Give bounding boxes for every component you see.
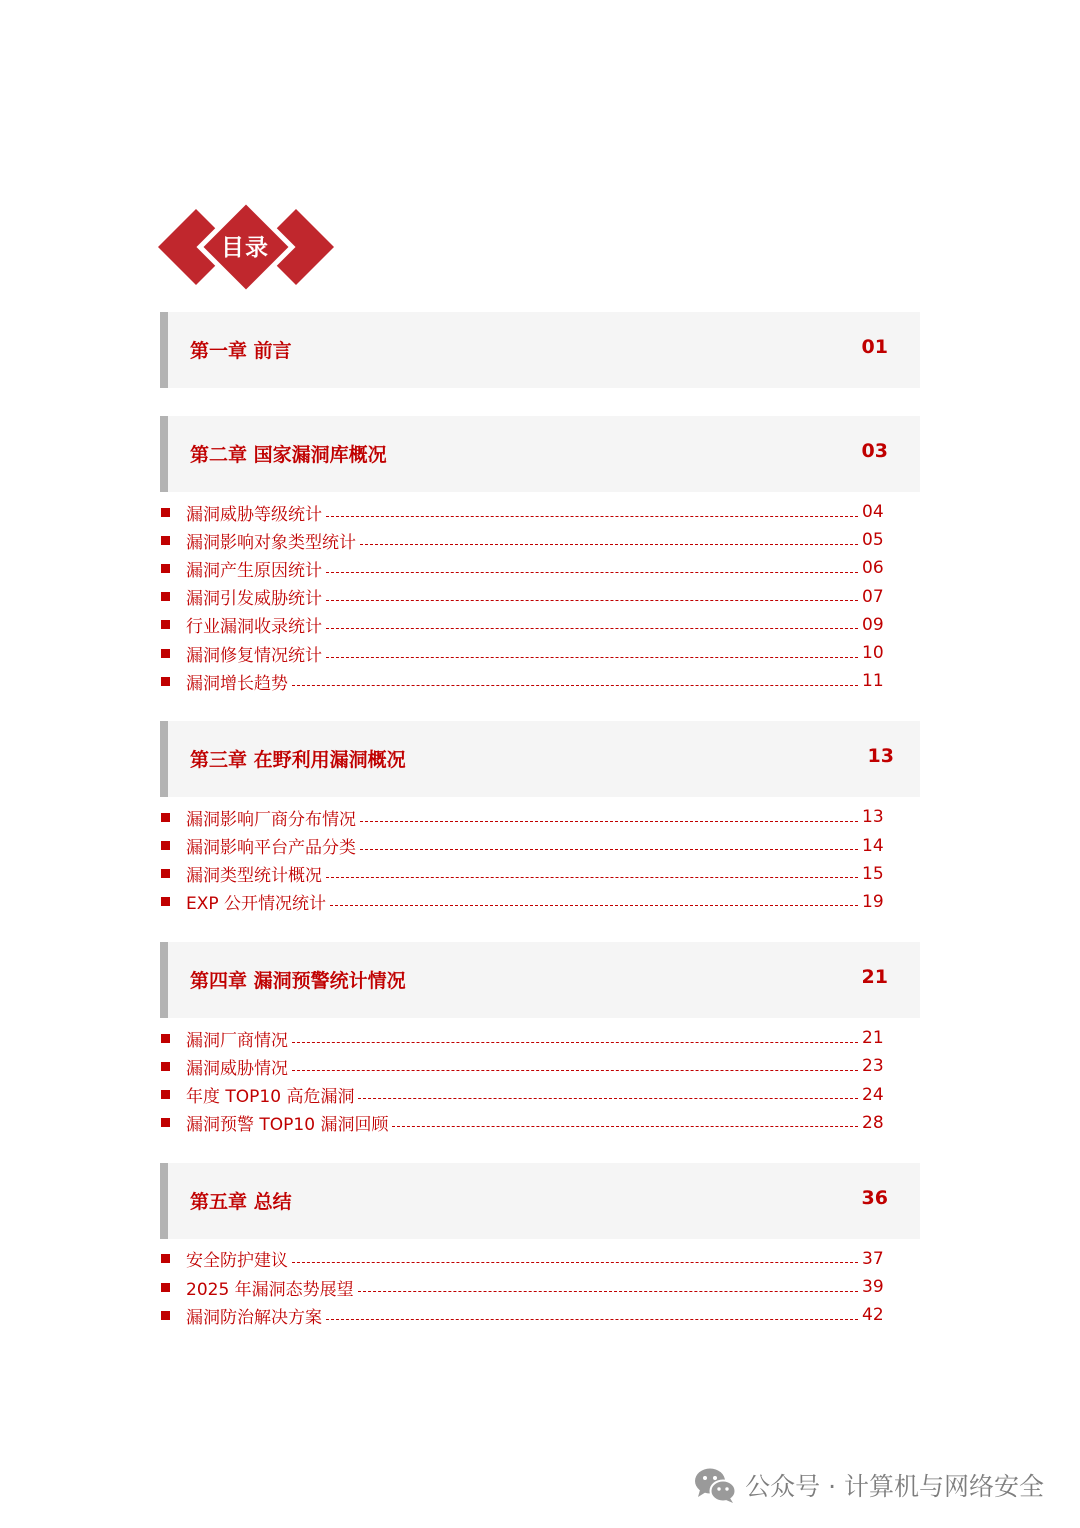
chapter-5 [160,1163,920,1330]
dotted-leader [292,685,858,686]
toc-entry[interactable] [160,803,920,831]
toc-entry-label: 漏洞类型统计概况 [186,866,322,887]
toc-entry-page: 21 [862,1028,884,1049]
dotted-leader [292,1042,858,1043]
dotted-leader [326,657,858,658]
toc-entry-page: 05 [862,530,884,551]
toc-entry-label: 漏洞威胁情况 [186,1058,288,1079]
chapter-page-number: 03 [861,440,888,462]
toc-entry-page: 28 [862,1112,884,1133]
table-of-contents [160,312,920,1329]
toc-entry[interactable] [160,667,920,695]
square-bullet-icon [161,1254,170,1263]
watermark [693,1466,1044,1504]
square-bullet-icon [161,564,170,573]
dotted-leader [326,600,858,601]
toc-entry[interactable] [160,1245,920,1273]
toc-entry-page: 39 [862,1277,884,1298]
toc-entry-page: 24 [862,1084,884,1105]
wechat-icon [693,1466,737,1504]
toc-entry[interactable] [160,498,920,526]
dotted-leader [360,821,858,822]
toc-entry[interactable] [160,1024,920,1052]
chapter-page-number: 01 [861,336,888,358]
square-bullet-icon [161,869,170,878]
dotted-leader [326,516,858,517]
dotted-leader [326,1319,858,1320]
dotted-leader [360,849,858,850]
dotted-leader [358,1291,858,1292]
square-bullet-icon [161,592,170,601]
chapter-title: 第一章 前言 [190,340,292,362]
toc-entry[interactable] [160,860,920,888]
toc-entry-label: 安全防护建议 [186,1251,288,1272]
toc-entry-label: 漏洞预警 TOP10 漏洞回顾 [186,1115,389,1136]
toc-entry[interactable] [160,611,920,639]
square-bullet-icon [161,620,170,629]
square-bullet-icon [161,1090,170,1099]
dotted-leader [330,905,858,906]
toc-entry-page: 13 [862,807,884,828]
toc-entry[interactable] [160,1273,920,1301]
toc-entry-label: 漏洞厂商情况 [186,1030,288,1051]
chapter-page-number: 13 [867,745,894,768]
square-bullet-icon [161,649,170,658]
chapter-title: 第三章 在野利用漏洞概况 [190,749,406,772]
page-title: 目录 [221,235,269,261]
toc-entry-page: 09 [862,614,884,635]
dotted-leader [326,877,858,878]
toc-entry-label: 年度 TOP10 高危漏洞 [186,1087,355,1108]
square-bullet-icon [161,508,170,517]
toc-entry-label: 漏洞影响平台产品分类 [186,838,356,859]
toc-entry-label: 漏洞修复情况统计 [186,645,322,666]
dotted-leader [326,628,858,629]
toc-entry-page: 15 [862,863,884,884]
toc-entry-label: 漏洞产生原因统计 [186,560,322,581]
chapter-2 [160,416,920,695]
toc-entry[interactable] [160,888,920,916]
toc-entry[interactable] [160,1301,920,1329]
toc-entry[interactable] [160,526,920,554]
dotted-leader [292,1070,858,1071]
square-bullet-icon [161,677,170,686]
toc-entry-page: 11 [862,671,884,692]
toc-entry[interactable] [160,1109,920,1137]
watermark-text: 公众号 · 计算机与网络安全 [745,1472,1044,1501]
chapter-heading[interactable] [160,312,920,388]
square-bullet-icon [161,536,170,545]
chapter-title: 第五章 总结 [190,1190,292,1213]
dotted-leader [292,1262,858,1263]
toc-entry[interactable] [160,832,920,860]
square-bullet-icon [161,1118,170,1127]
toc-entry[interactable] [160,1052,920,1080]
chapter-4 [160,942,920,1137]
toc-entry[interactable] [160,583,920,611]
chapter-heading[interactable] [160,416,920,492]
square-bullet-icon [161,1034,170,1043]
toc-entry-page: 07 [862,586,884,607]
chapter-page-number: 36 [861,1186,888,1209]
toc-entry-label: 漏洞引发威胁统计 [186,589,322,610]
toc-entry-label: 行业漏洞收录统计 [186,617,322,638]
square-bullet-icon [161,1062,170,1071]
toc-entry[interactable] [160,1080,920,1108]
chapter-1[interactable] [160,312,920,388]
chapter-title: 第四章 漏洞预警统计情况 [190,970,406,993]
chapter-3 [160,721,920,916]
chapter-title: 第二章 国家漏洞库概况 [190,444,387,466]
toc-entry-page: 37 [862,1248,884,1269]
dotted-leader [326,572,858,573]
toc-entry-page: 04 [862,502,884,523]
toc-entry-label: 2025 年漏洞态势展望 [186,1279,354,1300]
square-bullet-icon [161,841,170,850]
dotted-leader [392,1126,858,1127]
toc-entry-page: 06 [862,558,884,579]
toc-entry-page: 10 [862,643,884,664]
chapter-heading[interactable] [160,721,920,797]
chapter-heading[interactable] [160,942,920,1018]
toc-entry-label: EXP 公开情况统计 [186,894,327,915]
dotted-leader [360,544,858,545]
dotted-leader [358,1098,858,1099]
toc-emblem [158,201,336,293]
toc-entry-label: 漏洞增长趋势 [186,673,288,694]
toc-entry-label: 漏洞威胁等级统计 [186,504,322,525]
toc-entry-page: 42 [862,1305,884,1326]
toc-entry-label: 漏洞影响厂商分布情况 [186,809,356,830]
toc-entry-label: 漏洞影响对象类型统计 [186,532,356,553]
square-bullet-icon [161,1311,170,1320]
toc-entry-page: 14 [862,835,884,856]
chapter-page-number: 21 [861,966,888,989]
toc-entry-page: 23 [862,1056,884,1077]
square-bullet-icon [161,897,170,906]
square-bullet-icon [161,1283,170,1292]
chapter-heading[interactable] [160,1163,920,1239]
toc-entry[interactable] [160,554,920,582]
toc-entry-page: 19 [862,891,884,912]
toc-entry[interactable] [160,639,920,667]
toc-entry-label: 漏洞防治解决方案 [186,1307,322,1328]
square-bullet-icon [161,813,170,822]
